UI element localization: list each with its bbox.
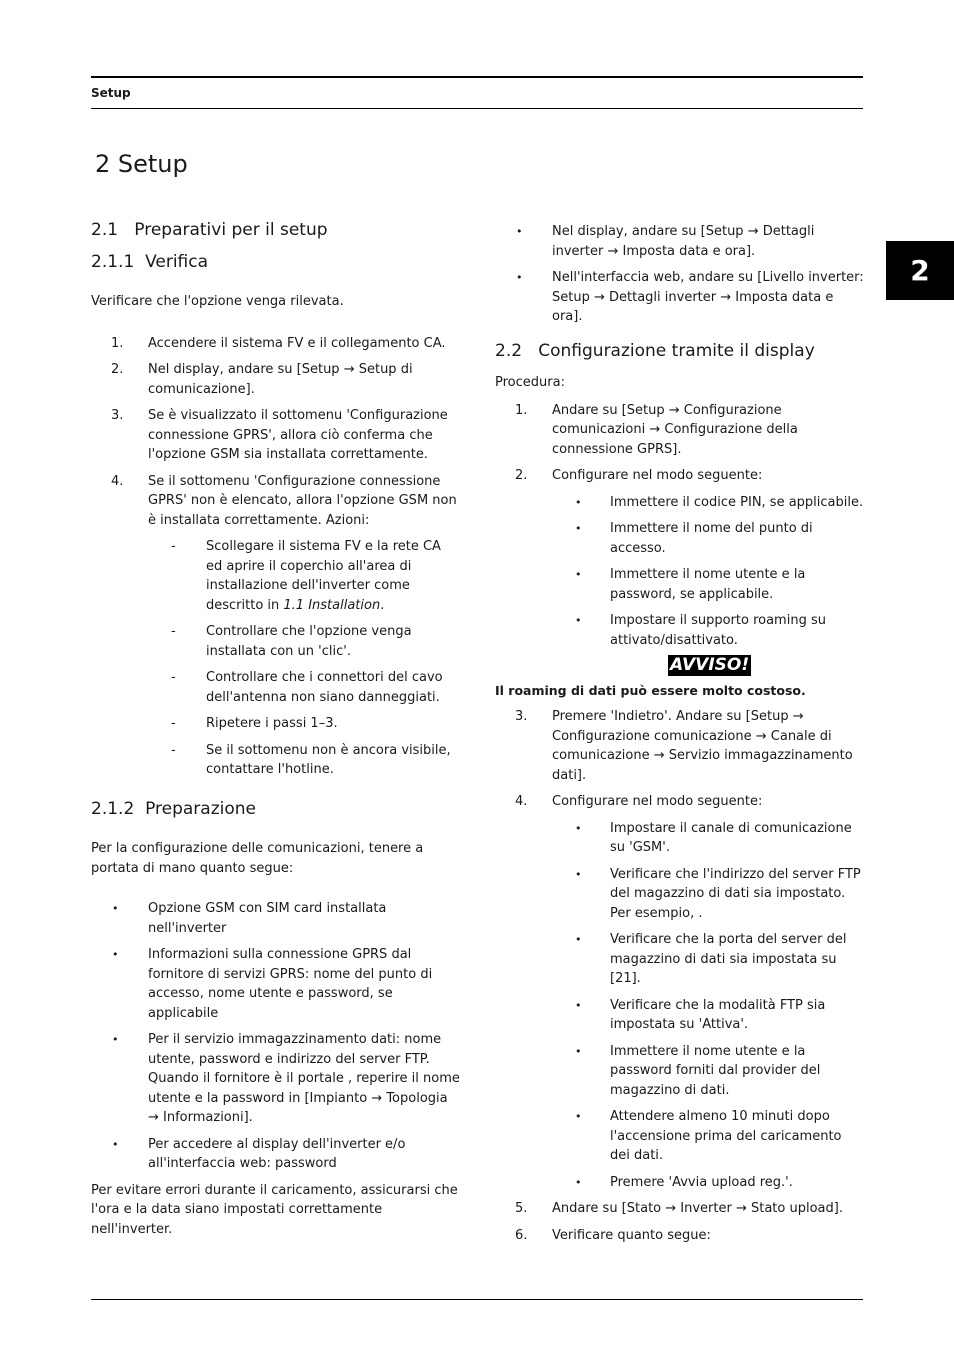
sub-list-item: • Impostare il canale di comunicazione su 'GSM'. <box>575 820 852 855</box>
list-item: 2. Nel display, andare su [Setup → Setup di comunicazione]. <box>111 362 413 397</box>
list-item: 2. Configurare nel modo seguente: <box>515 468 763 483</box>
section-2-1-1-heading: 2.1.1 Verifica <box>91 251 209 272</box>
running-header: Setup <box>91 86 131 100</box>
section-2-1-2-heading: 2.1.2 Preparazione <box>91 798 256 819</box>
list-item: 6. Verificare quanto segue: <box>515 1227 711 1243</box>
list-item: • Opzione GSM con SIM card installata nell'inverter <box>112 901 387 936</box>
sub-list-item: • Attendere almeno 10 minuti dopo l'accensione prima del caricamento dei dati. <box>575 1109 842 1163</box>
action-item: - Controllare che l'opzione venga installata con un 'clic'. <box>171 624 412 659</box>
left-column <box>91 221 461 1239</box>
procedure-label: Procedura: <box>495 375 565 390</box>
prep-outro: Per evitare errori durante il caricamento, assicurarsi che l'ora e la data siano impostati correttamente nell'inverter. <box>91 1182 458 1237</box>
sub-list-item: • Immettere il nome del punto di accesso. <box>575 521 813 556</box>
list-item: • Per accedere al display dell'inverter e/o all'interfaccia web: password <box>112 1136 406 1171</box>
list-item: 3. Se è visualizzato il sottomenu 'Configurazione connessione GPRS', allora ciò conferma che l'opzione GSM sia installata correttamente. <box>111 408 448 462</box>
list-item: • Nell'interfaccia web, andare su [Livello inverter: Setup → Dettagli inverter → Imposta data e ora]. <box>516 270 864 324</box>
cross-reference: 1.1 Installation <box>283 597 381 613</box>
sub-list-item: • Premere 'Avvia upload reg.'. <box>575 1174 793 1190</box>
right-column <box>495 222 865 1245</box>
notice-box <box>668 655 865 677</box>
sub-list-item: • Immettere il nome utente e la password forniti dal provider del magazzino di dati. <box>575 1043 821 1098</box>
sub-list-item: • Immettere il nome utente e la password, se applicabile. <box>575 567 806 602</box>
list-item: 4. Configurare nel modo seguente: <box>515 794 763 809</box>
sub-list-item: • Impostare il supporto roaming su attivato/disattivato. <box>575 613 826 648</box>
action-item: - Se il sottomenu non è ancora visibile, contattare l'hotline. <box>171 742 451 777</box>
list-item: • Nel display, andare su [Setup → Dettagli inverter → Imposta data e ora]. <box>516 224 815 259</box>
verify-intro: Verificare che l'opzione venga rilevata. <box>91 294 344 309</box>
list-item: 1. Accendere il sistema FV e il collegamento CA. <box>111 335 446 351</box>
notice-label: AVVISO! <box>670 655 750 675</box>
chapter-title: 2 Setup <box>95 150 188 178</box>
prep-intro: Per la configurazione delle comunicazioni, tenere a portata di mano quanto segue: <box>91 841 424 876</box>
chapter-tab: 2 <box>886 241 954 300</box>
sub-list-item: • Verificare che la modalità FTP sia impostata su 'Attiva'. <box>575 997 826 1032</box>
list-item: 3. Premere 'Indietro'. Andare su [Setup → Configurazione comunicazione → Canale di comunicazione → Servizio immagazzinamento dati]. <box>515 709 853 783</box>
sub-list-item: • Verificare che l'indirizzo del server FTP del magazzino di dati sia impostato. Per esempio, . <box>575 866 861 921</box>
header-top-rule <box>91 76 863 78</box>
list-item: 1. Andare su [Setup → Configurazione comunicazioni → Configurazione della connessione GPRS]. <box>515 402 798 457</box>
footer-rule <box>91 1299 863 1300</box>
list-item: 5. Andare su [Stato → Inverter → Stato upload]. <box>515 1201 843 1216</box>
list-item: • Per il servizio immagazzinamento dati: nome utente, password e indirizzo del server FTP. Quando il fornitore è il portale , reperire il nome utente e la password in [Impianto → Topologia → Informazioni]. <box>112 1032 460 1125</box>
section-2-1-heading: 2.1 Preparativi per il setup <box>91 220 328 240</box>
list-item: • Informazioni sulla connessione GPRS dal fornitore di servizi GPRS: nome del punto di accesso, nome utente e password, se applicabile <box>112 947 433 1021</box>
sub-list-item: • Immettere il codice PIN, se applicabile. <box>575 494 864 510</box>
list-item: 4. Se il sottomenu 'Configurazione connessione GPRS' non è elencato, allora l'opzione GSM non è installata correttamente. Azioni: <box>111 473 457 528</box>
notice-text: Il roaming di dati può essere molto costoso. <box>495 682 806 698</box>
action-item: - Ripetere i passi 1–3. <box>171 716 338 731</box>
header-bottom-rule <box>91 108 863 109</box>
action-item: - Controllare che i connettori del cavo dell'antenna non siano danneggiati. <box>171 670 443 705</box>
action-item: - Scollegare il sistema FV e la rete CA ed aprire il coperchio all'area di installazione dell'inverter come descritto in 1.1 Installation. <box>171 539 441 613</box>
section-2-2-heading: 2.2 Configurazione tramite il display <box>495 340 815 361</box>
sub-list-item: • Verificare che la porta del server del magazzino di dati sia impostata su [21]. <box>575 932 847 986</box>
